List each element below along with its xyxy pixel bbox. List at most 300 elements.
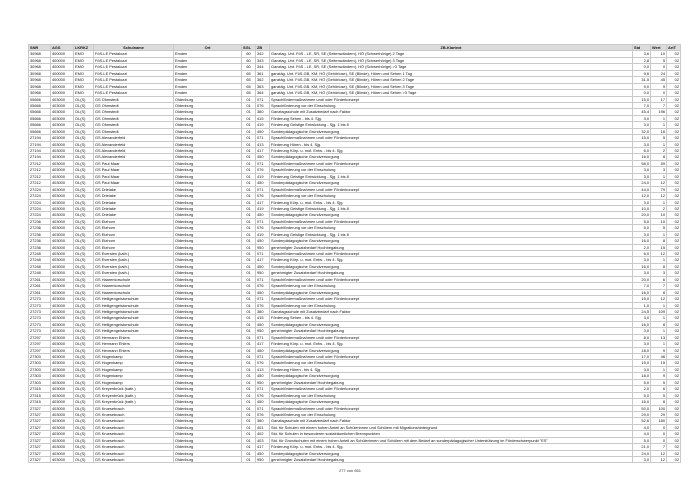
cell-ort: Oldenburg	[174, 424, 242, 430]
cell-artt: 02	[667, 83, 681, 89]
cell-ags: 403000	[51, 392, 74, 398]
cell-schulname: GS Haarentorschule	[94, 289, 174, 295]
cell-ags: 403000	[51, 212, 74, 218]
cell-ort: Oldenburg	[174, 405, 242, 411]
cell-std: 21,0	[633, 444, 651, 450]
cell-ags: 403000	[51, 302, 74, 308]
cell-ags: 403000	[51, 450, 74, 456]
cell-zb-klartext: Förderung Körp. u. mot. Entw. - bis 4. Sjg.	[270, 257, 633, 263]
cell-artt: 02	[667, 128, 681, 134]
cell-ags: 403000	[51, 135, 74, 141]
cell-artt: 02	[667, 115, 681, 121]
cell-snr: 27327	[29, 431, 51, 437]
cell-sgl: 01	[242, 225, 256, 231]
cell-wert: 7	[651, 283, 667, 289]
cell-ags: 403000	[51, 373, 74, 379]
cell-zb: 413	[256, 141, 270, 147]
cell-zb: 450	[256, 450, 270, 456]
cell-ags: 403000	[51, 296, 74, 302]
cell-sgl: 01	[242, 154, 256, 160]
cell-artt: 02	[667, 263, 681, 269]
cell-lkrkz: OL(S)	[74, 399, 94, 405]
cell-std: 3,0	[633, 270, 651, 276]
cell-schulname: GS Etzhorn	[94, 244, 174, 250]
cell-schulname: GS Heiligengeistorschule	[94, 308, 174, 314]
cell-zb: 076	[256, 360, 270, 366]
cell-lkrkz: OL(S)	[74, 180, 94, 186]
cell-artt: 02	[667, 276, 681, 282]
cell-artt: 02	[667, 257, 681, 263]
cell-artt: 02	[667, 167, 681, 173]
cell-snr: 27248	[29, 251, 51, 257]
cell-schulname: GS Eversten (kath.)	[94, 263, 174, 269]
cell-zb-klartext: Sprachförderung vor der Einschulung	[270, 360, 633, 366]
cell-snr: 27194	[29, 135, 51, 141]
cell-zb: 950	[256, 328, 270, 334]
cell-sgl: 01	[242, 341, 256, 347]
cell-sgl: 01	[242, 128, 256, 134]
cell-sgl: 01	[242, 354, 256, 360]
cell-sgl: 01	[242, 115, 256, 121]
cell-ags: 403000	[51, 289, 74, 295]
cell-ags: 403000	[51, 167, 74, 173]
cell-zb-klartext: Sonderpädagogische Grundversorgung	[270, 212, 633, 218]
cell-wert: 29	[651, 411, 667, 417]
col-header-ort: Ort	[174, 45, 242, 51]
cell-lkrkz: EMO	[74, 64, 94, 70]
cell-zb-klartext: Sprachfördermaßnahmen und/ oder Förderkonzept	[270, 96, 633, 102]
cell-zb: 071	[256, 218, 270, 224]
cell-wert: 5	[651, 379, 667, 385]
cell-wert: 8	[651, 238, 667, 244]
cell-ort: Oldenburg	[174, 257, 242, 263]
cell-zb: 071	[256, 296, 270, 302]
page-number: 277 von 651	[338, 468, 362, 473]
cell-lkrkz: OL(S)	[74, 135, 94, 141]
cell-artt: 02	[667, 270, 681, 276]
cell-lkrkz: OL(S)	[74, 450, 94, 456]
cell-lkrkz: OL(S)	[74, 328, 94, 334]
cell-zb-klartext: Sprachförderung vor der Einschulung	[270, 392, 633, 398]
cell-schulname: GS Heiligengeistorschule	[94, 302, 174, 308]
cell-lkrkz: OL(S)	[74, 360, 94, 366]
cell-std: 16,0	[633, 399, 651, 405]
cell-zb: 363	[256, 83, 270, 89]
cell-sgl: 01	[242, 109, 256, 115]
cell-artt: 02	[667, 283, 681, 289]
cell-schulname: GS Hogenkamp	[94, 373, 174, 379]
cell-ags: 403000	[51, 334, 74, 340]
cell-zb-klartext: Ganztagsschule mit Zusatzbedarf nach Faktor	[270, 418, 633, 424]
cell-std: 3,0	[633, 366, 651, 372]
cell-snr: 27224	[29, 205, 51, 211]
cell-sgl: 01	[242, 315, 256, 321]
cell-zb-klartext: Sprachfördermaßnahmen und/ oder Förderkonzept	[270, 296, 633, 302]
cell-artt: 02	[667, 77, 681, 83]
cell-artt: 02	[667, 64, 681, 70]
cell-lkrkz: OL(S)	[74, 418, 94, 424]
cell-zb: 450	[256, 347, 270, 353]
cell-zb-klartext: Förderung Körp. u. mot. Entw. - bis 4. Sjg.	[270, 199, 633, 205]
cell-wert: 1	[651, 315, 667, 321]
cell-sgl: 01	[242, 399, 256, 405]
cell-ort: Oldenburg	[174, 289, 242, 295]
cell-lkrkz: OL(S)	[74, 109, 94, 115]
cell-ags: 400000	[51, 83, 74, 89]
cell-artt: 02	[667, 109, 681, 115]
cell-zb: 076	[256, 302, 270, 308]
cell-sgl: 60	[242, 57, 256, 63]
cell-zb: 450	[256, 238, 270, 244]
cell-ags: 403000	[51, 231, 74, 237]
cell-ort: Oldenburg	[174, 186, 242, 192]
cell-lkrkz: OL(S)	[74, 128, 94, 134]
cell-zb-klartext: Sprachfördermaßnahmen und/ oder Förderkonzept	[270, 160, 633, 166]
cell-artt: 02	[667, 51, 681, 57]
cell-std: 17,0	[633, 354, 651, 360]
cell-ort: Oldenburg	[174, 386, 242, 392]
cell-std: 16,0	[633, 263, 651, 269]
cell-lkrkz: OL(S)	[74, 315, 94, 321]
cell-ags: 403000	[51, 431, 74, 437]
cell-zb-klartext: Förderung Geistige Entwicklung - Sjg. 1 bis 8	[270, 205, 633, 211]
cell-snr: 27261	[29, 289, 51, 295]
cell-schulname: GS Etzhorn	[94, 238, 174, 244]
cell-ags: 403000	[51, 328, 74, 334]
cell-zb: 450	[256, 373, 270, 379]
cell-schulname: GS Kruesebusch	[94, 437, 174, 443]
col-header-sgl: SGL	[242, 45, 256, 51]
cell-ort: Oldenburg	[174, 302, 242, 308]
cell-zb: 342	[256, 51, 270, 57]
cell-wert: 1	[651, 173, 667, 179]
col-header-wert: Wert	[651, 45, 667, 51]
cell-std: 16,0	[633, 289, 651, 295]
cell-artt: 02	[667, 411, 681, 417]
cell-wert: 8	[651, 154, 667, 160]
cell-schulname: GS Hogenkamp	[94, 379, 174, 385]
cell-snr: 27248	[29, 263, 51, 269]
cell-wert: 5	[651, 225, 667, 231]
cell-wert: 46	[651, 354, 667, 360]
cell-wert: 1	[651, 115, 667, 121]
cell-sgl: 01	[242, 411, 256, 417]
cell-std: 24,5	[633, 308, 651, 314]
cell-wert: 0	[651, 90, 667, 96]
cell-wert: 1	[651, 366, 667, 372]
cell-sgl: 01	[242, 251, 256, 257]
cell-zb-klartext: genehmigter Zusatzbedarf Hochbegabung	[270, 379, 633, 385]
cell-std: 4,0	[633, 431, 651, 437]
cell-zb-klartext: Sprachfördermaßnahmen und/ oder Förderkonzept	[270, 334, 633, 340]
cell-artt: 02	[667, 135, 681, 141]
cell-ags: 403000	[51, 360, 74, 366]
cell-zb: 950	[256, 270, 270, 276]
cell-zb-klartext: genehmigter Zusatzbedarf Hochbegabung	[270, 270, 633, 276]
cell-ort: Oldenburg	[174, 231, 242, 237]
cell-zb: 380	[256, 418, 270, 424]
cell-snr: 30968	[29, 57, 51, 63]
cell-schulname: GS Kreyenbrück (kath.)	[94, 399, 174, 405]
cell-ags: 403000	[51, 437, 74, 443]
cell-artt: 02	[667, 122, 681, 128]
cell-zb-klartext: Förderung Geistige Entwicklung - Sjg. 1 bis 8	[270, 231, 633, 237]
cell-std: 50,0	[633, 405, 651, 411]
cell-lkrkz: OL(S)	[74, 373, 94, 379]
cell-zb: 417	[256, 341, 270, 347]
cell-schulname: GS Kruesebusch	[94, 450, 174, 456]
cell-lkrkz: OL(S)	[74, 102, 94, 108]
cell-std: 10,0	[633, 205, 651, 211]
cell-zb-klartext: Sprachfördermaßnahmen und/ oder Förderkonzept	[270, 186, 633, 192]
cell-artt: 02	[667, 354, 681, 360]
cell-ags: 400000	[51, 90, 74, 96]
cell-ags: 400000	[51, 77, 74, 83]
cell-artt: 02	[667, 321, 681, 327]
cell-ort: Oldenburg	[174, 270, 242, 276]
cell-ort: Oldenburg	[174, 321, 242, 327]
cell-zb: 419	[256, 205, 270, 211]
cell-lkrkz: OL(S)	[74, 379, 94, 385]
cell-std: 18,0	[633, 373, 651, 379]
cell-schulname: GS Heiligengeistorschule	[94, 296, 174, 302]
cell-artt: 02	[667, 218, 681, 224]
cell-snr: 05666	[29, 96, 51, 102]
cell-std: 52,6	[633, 418, 651, 424]
cell-lkrkz: OL(S)	[74, 238, 94, 244]
cell-wert: 1	[651, 341, 667, 347]
cell-ort: Oldenburg	[174, 225, 242, 231]
cell-wert: 0	[651, 424, 667, 430]
cell-lkrkz: OL(S)	[74, 354, 94, 360]
cell-sgl: 01	[242, 424, 256, 430]
cell-ort: Oldenburg	[174, 141, 242, 147]
cell-artt: 02	[667, 308, 681, 314]
cell-zb: 071	[256, 334, 270, 340]
cell-snr: 27273	[29, 296, 51, 302]
cell-sgl: 01	[242, 96, 256, 102]
cell-std: 16,0	[633, 154, 651, 160]
cell-zb: 076	[256, 102, 270, 108]
cell-sgl: 01	[242, 212, 256, 218]
cell-artt: 02	[667, 296, 681, 302]
cell-ags: 403000	[51, 205, 74, 211]
cell-snr: 27224	[29, 199, 51, 205]
cell-zb-klartext: genehmigter Zusatzbedarf Hochbegabung	[270, 328, 633, 334]
cell-artt: 02	[667, 289, 681, 295]
cell-sgl: 01	[242, 180, 256, 186]
cell-snr: 30968	[29, 83, 51, 89]
cell-snr: 30968	[29, 70, 51, 76]
cell-zb-klartext: Förderung Hören - bis 4. Sjg.	[270, 366, 633, 372]
cell-ags: 403000	[51, 193, 74, 199]
cell-schulname: GS Eversten (kath.)	[94, 257, 174, 263]
cell-schulname: GS Drielake	[94, 212, 174, 218]
cell-zb-klartext: Sprachfördermaßnahmen und/ oder Förderkonzept	[270, 218, 633, 224]
cell-artt: 02	[667, 154, 681, 160]
cell-std: 5,0	[633, 225, 651, 231]
cell-wert: 5	[651, 392, 667, 398]
cell-artt: 02	[667, 244, 681, 250]
cell-lkrkz: OL(S)	[74, 457, 94, 463]
cell-ort: Oldenburg	[174, 431, 242, 437]
cell-ags: 403000	[51, 399, 74, 405]
cell-schulname: GS Ohmstedt	[94, 122, 174, 128]
cell-std: 4,0	[633, 424, 651, 430]
cell-schulname: GS Paul Maar	[94, 160, 174, 166]
cell-sgl: 01	[242, 308, 256, 314]
cell-zb-klartext: Sonderpädagogische Grundversorgung	[270, 347, 633, 353]
cell-lkrkz: OL(S)	[74, 141, 94, 147]
cell-lkrkz: OL(S)	[74, 225, 94, 231]
cell-wert: 2	[651, 205, 667, 211]
cell-ort: Oldenburg	[174, 444, 242, 450]
cell-artt: 02	[667, 148, 681, 154]
cell-zb: 419	[256, 231, 270, 237]
cell-ags: 403000	[51, 276, 74, 282]
cell-schulname: GS Eversten (kath.)	[94, 251, 174, 257]
cell-ort: Emden	[174, 70, 242, 76]
cell-snr: 27297	[29, 347, 51, 353]
col-header-std: Std	[633, 45, 651, 51]
cell-artt: 02	[667, 205, 681, 211]
cell-ags: 400000	[51, 64, 74, 70]
cell-zb: 071	[256, 251, 270, 257]
cell-zb: 071	[256, 405, 270, 411]
cell-std: 3,0	[633, 231, 651, 237]
cell-snr: 27327	[29, 418, 51, 424]
cell-sgl: 01	[242, 444, 256, 450]
cell-schulname: GS Heiligengeistorschule	[94, 321, 174, 327]
cell-ags: 403000	[51, 238, 74, 244]
cell-lkrkz: OL(S)	[74, 289, 94, 295]
cell-ort: Emden	[174, 57, 242, 63]
cell-ags: 403000	[51, 444, 74, 450]
cell-std: 3,0	[633, 457, 651, 463]
cell-snr: 27273	[29, 315, 51, 321]
cell-wert: 1	[651, 257, 667, 263]
cell-wert: 0	[651, 431, 667, 437]
cell-wert: 8	[651, 263, 667, 269]
cell-std: 7,0	[633, 283, 651, 289]
cell-artt: 02	[667, 160, 681, 166]
cell-artt: 02	[667, 315, 681, 321]
cell-zb: 362	[256, 77, 270, 83]
cell-artt: 02	[667, 392, 681, 398]
cell-snr: 27327	[29, 444, 51, 450]
cell-sgl: 01	[242, 405, 256, 411]
cell-artt: 02	[667, 231, 681, 237]
cell-wert: 8	[651, 399, 667, 405]
cell-schulname: GS Etzhorn	[94, 231, 174, 237]
cell-ort: Oldenburg	[174, 399, 242, 405]
cell-sgl: 01	[242, 457, 256, 463]
cell-artt: 02	[667, 360, 681, 366]
cell-sgl: 01	[242, 347, 256, 353]
cell-artt: 02	[667, 212, 681, 218]
cell-wert: 1	[651, 231, 667, 237]
cell-artt: 02	[667, 90, 681, 96]
cell-std: 5,0	[633, 392, 651, 398]
cell-zb: 450	[256, 321, 270, 327]
cell-zb: 364	[256, 90, 270, 96]
cell-snr: 27236	[29, 225, 51, 231]
cell-lkrkz: OL(S)	[74, 186, 94, 192]
cell-ags: 403000	[51, 160, 74, 166]
cell-zb: 361	[256, 70, 270, 76]
cell-wert: 12	[651, 193, 667, 199]
cell-zb-klartext: Förderung Hören - bis 4. Sjg.	[270, 141, 633, 147]
cell-zb-klartext: Sonderpädagogische Grundversorgung	[270, 263, 633, 269]
cell-std: 6,0	[633, 148, 651, 154]
cell-ort: Oldenburg	[174, 437, 242, 443]
cell-wert: 45	[651, 77, 667, 83]
cell-lkrkz: OL(S)	[74, 96, 94, 102]
cell-zb-klartext: Sonderpädagogische Grundversorgung	[270, 154, 633, 160]
cell-ort: Oldenburg	[174, 379, 242, 385]
cell-std: 0,0	[633, 64, 651, 70]
cell-snr: 30968	[29, 90, 51, 96]
cell-artt: 02	[667, 225, 681, 231]
cell-std: 15,0	[633, 135, 651, 141]
cell-lkrkz: OL(S)	[74, 437, 94, 443]
cell-sgl: 01	[242, 263, 256, 269]
cell-artt: 02	[667, 418, 681, 424]
cell-ort: Oldenburg	[174, 148, 242, 154]
cell-snr: 05666	[29, 122, 51, 128]
cell-schulname: GS Kruesebusch	[94, 411, 174, 417]
cell-ags: 403000	[51, 244, 74, 250]
cell-sgl: 01	[242, 218, 256, 224]
cell-ort: Oldenburg	[174, 109, 242, 115]
cell-lkrkz: OL(S)	[74, 444, 94, 450]
cell-zb-klartext: Sprachförderung vor der Einschulung	[270, 225, 633, 231]
cell-artt: 02	[667, 399, 681, 405]
cell-schulname: GS Kruesebusch	[94, 418, 174, 424]
cell-ags: 403000	[51, 379, 74, 385]
cell-wert: 9	[651, 373, 667, 379]
cell-snr: 27194	[29, 154, 51, 160]
cell-ort: Emden	[174, 83, 242, 89]
cell-wert: 10	[651, 51, 667, 57]
cell-snr: 27261	[29, 276, 51, 282]
cell-schulname: GS Kruesebusch	[94, 457, 174, 463]
cell-std: 3,0	[633, 315, 651, 321]
cell-ags: 403000	[51, 270, 74, 276]
cell-snr: 27297	[29, 341, 51, 347]
cell-lkrkz: OL(S)	[74, 302, 94, 308]
cell-snr: 27303	[29, 354, 51, 360]
cell-wert: 16	[651, 128, 667, 134]
cell-lkrkz: OL(S)	[74, 160, 94, 166]
cell-snr: 27315	[29, 392, 51, 398]
cell-zb-klartext: Förderung Körp. u. mot. Entw. - bis 4. Sjg.	[270, 444, 633, 450]
col-header-artt: ArtT	[667, 45, 681, 51]
cell-lkrkz: OL(S)	[74, 122, 94, 128]
cell-artt: 02	[667, 141, 681, 147]
cell-sgl: 01	[242, 135, 256, 141]
cell-sgl: 01	[242, 160, 256, 166]
cell-lkrkz: EMO	[74, 90, 94, 96]
cell-ort: Oldenburg	[174, 315, 242, 321]
cell-zb: 417	[256, 148, 270, 154]
cell-wert: 7	[651, 102, 667, 108]
cell-lkrkz: OL(S)	[74, 212, 94, 218]
cell-zb: 071	[256, 354, 270, 360]
cell-std: 1,0	[633, 302, 651, 308]
cell-std: 15,0	[633, 360, 651, 366]
cell-wert: 9	[651, 347, 667, 353]
